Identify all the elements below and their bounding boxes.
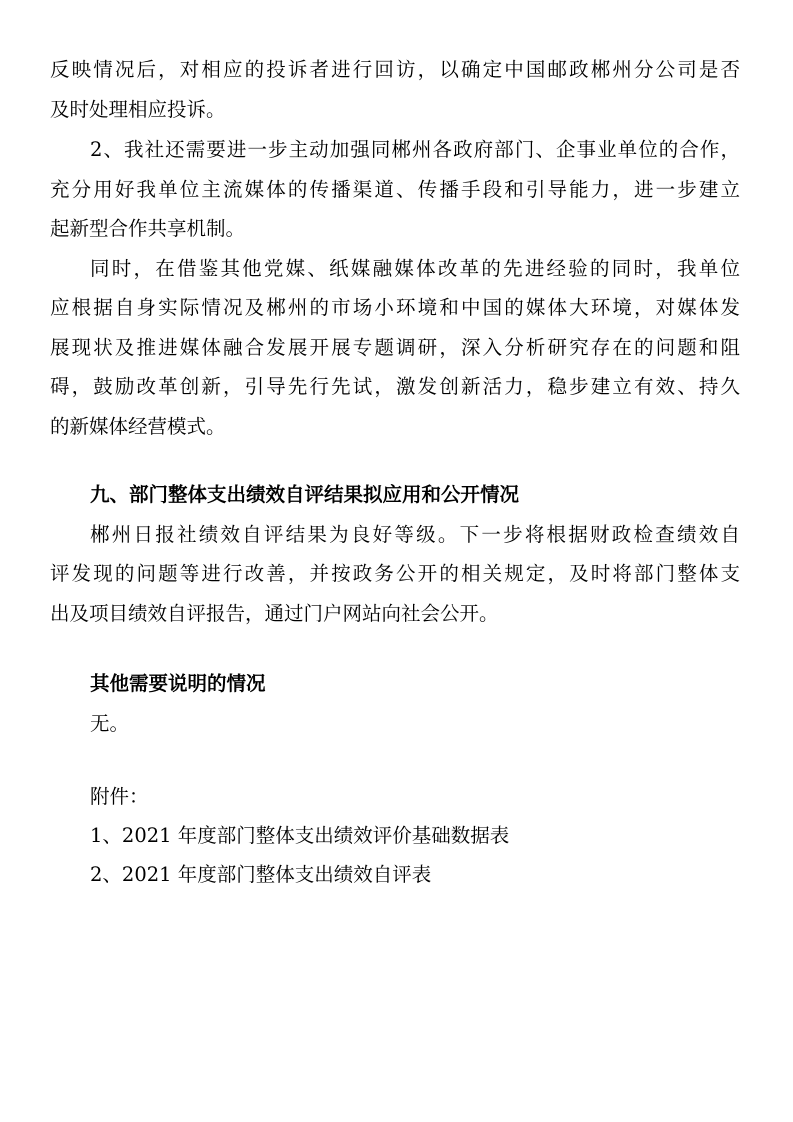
paragraph-line: 起新型合作共享机制。 [50,217,246,240]
paragraph-line: 展现状及推进媒体融合发展开展专题调研，深入分析研究存在的问题和阻 [50,336,740,359]
paragraph-line: 充分用好我单位主流媒体的传播渠道、传播手段和引导能力，进一步建立 [50,178,740,201]
paragraph-line: 碍，鼓励改革创新，引导先行先试，激发创新活力，稳步建立有效、持久 [50,375,740,398]
paragraph-line: 的新媒体经营模式。 [50,415,226,438]
paragraph-line: 评发现的问题等进行改善，并按政务公开的相关规定，及时将部门整体支 [50,562,740,585]
attachment-item: 1、2021 年度部门整体支出绩效评价基础数据表 [90,824,510,847]
paragraph-line: 2、我社还需要进一步主动加强同郴州各政府部门、企事业单位的合作， [90,138,740,161]
paragraph-line: 同时，在借鉴其他党媒、纸媒融媒体改革的先进经验的同时，我单位 [90,257,740,280]
section-heading: 其他需要说明的情况 [90,672,266,695]
paragraph-line: 郴州日报社绩效自评结果为良好等级。下一步将根据财政检查绩效自 [90,523,740,546]
attachments-label: 附件： [90,785,149,808]
paragraph-line: 应根据自身实际情况及郴州的市场小环境和中国的媒体大环境，对媒体发 [50,296,740,319]
paragraph-line: 无。 [90,712,130,735]
attachment-item: 2、2021 年度部门整体支出绩效自评表 [90,863,432,886]
paragraph-line: 出及项目绩效自评报告，通过门户网站向社会公开。 [50,602,499,625]
section-heading: 九、部门整体支出绩效自评结果拟应用和公开情况 [90,483,520,506]
paragraph-line: 反映情况后，对相应的投诉者进行回访，以确定中国邮政郴州分公司是否 [50,58,740,81]
paragraph-line: 及时处理相应投诉。 [50,98,226,121]
